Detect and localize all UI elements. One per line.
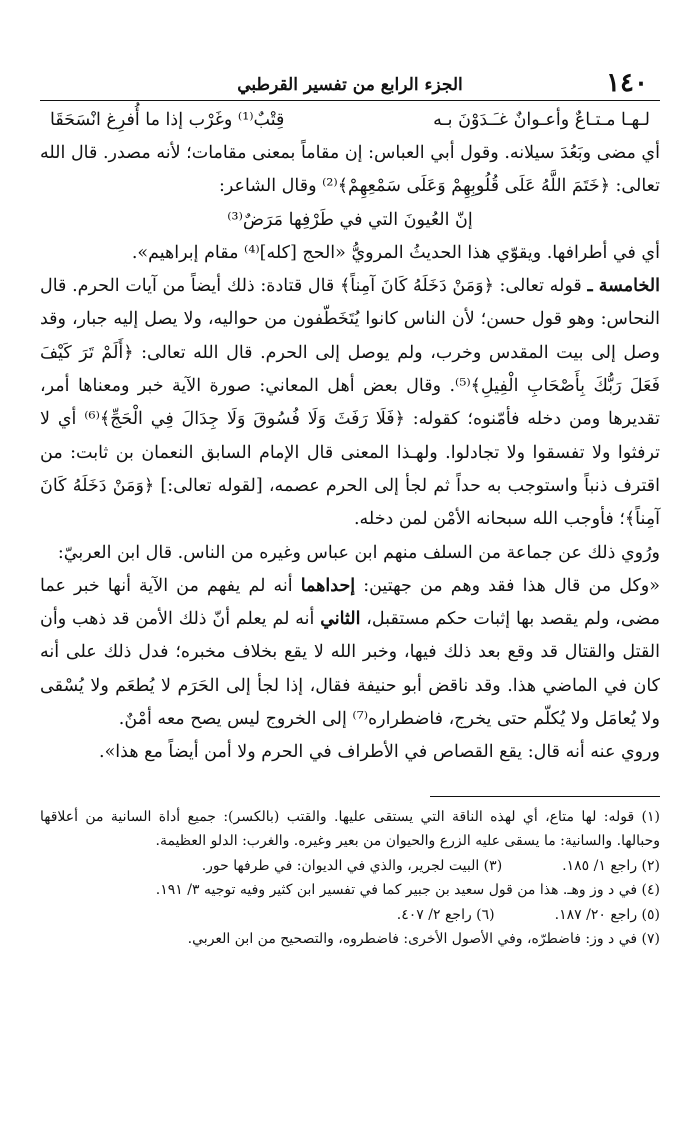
footnote-2: (٢) راجع ١/ ١٨٥. [562, 857, 660, 874]
body-text [40, 137, 660, 770]
paragraph-6-e: أنه لم يعلم أنّ ذلك الأمن قد ذهب وأن القتل والقتال قد وقع بعد ذلك فيها، وخبر الله لا يقع بخلاف مخبره؛ فدل ذلك على أنه كان في الماضي هذا. وقد ناقض أبو حنيفة فقال، إذا لجأ إلى الحَرَم لا يُطعَم ولا يُسْقى ولا يُعامَل ولا يُكلّم حتى يخرج، فاضطراره⁽⁷⁾ إلى الخروج ليس يصح معه أمْنٌ. [40, 609, 660, 730]
page-number: ١٤٠ [606, 68, 648, 98]
poetry-verse [40, 103, 660, 137]
paragraph-4 [40, 270, 660, 536]
paragraph-6-c: أنه لم يفهم من الآية أنها خبر عما مضى، ولم يقصد بها إثبات حكم مستقبل، [40, 575, 660, 630]
paragraph-1: أي مضى وبَعُدَ سيلانه. وقول أبي العباس: إن مقاماً بمعنى مقامات؛ لأنه مصدر. قال الله تعالى: ﴿خَتَمَ اللَّهُ عَلَى قُلُوبِهِمْ وَعَلَى سَمْعِهِمْ﴾⁽²⁾ وقال الشاعر: [40, 143, 660, 197]
paragraph-4-text: قوله تعالى: ﴿وَمَنْ دَخَلَهُ كَانَ آمِناً﴾ قال قتادة: ذلك أيضاً من آيات الحرم. قال النحاس: وهو قول حسن؛ لأن الناس كانوا يُتَخَطّفون من حواليه، ولا يصل إليه جبار، وقد وصل إلى بيت المقدس وخرب، ولم يوصل إلى الحرم. قال الله تعالى: ﴿أَلَمْ تَرَ كَيْفَ فَعَلَ رَبُّكَ بِأَصْحَابِ الْفِيلِ﴾⁽⁵⁾. وقال بعض أهل المعاني: صورة الآية خبر ومعناها أمر، تقديرها ومن دخله فأمّنوه؛ كقوله: ﴿فَلَا رَفَثَ وَلَا فُسُوقَ وَلَا جِدَالَ فِي الْحَجِّ﴾⁽⁶⁾ أي لا ترفثوا ولا تفسقوا ولا تجادلوا. ولهـذا المعنى قال الإمام السابق النعمان بن ثابت: من اقترف ذنباً واستوجب به حداً ثم لجأ إلى الحرم عصمه، [لقوله تعالى:] ﴿وَمَنْ دَخَلَهُ كَانَ آمِناً﴾؛ فأوجب الله سبحانه الأمْن لمن دخله. [40, 276, 661, 530]
footnote-row [40, 903, 660, 928]
footnote-4: (٤) في د وز وهـ. هذا من قول سعيد بن جبير كما في تفسير ابن كثير وفيه توجيه ٣/ ١٩١. [155, 882, 660, 899]
keyword-first: إحداهما [300, 575, 356, 596]
footnote-3: (٣) البيت لجرير، والذي في الديوان: في طرفها حور. [201, 857, 503, 874]
footnote-row [40, 854, 660, 879]
document-page [0, 56, 698, 1147]
paragraph-6 [40, 570, 660, 736]
footnotes [40, 805, 660, 952]
paragraph-7: وروي عنه أنه قال: يقع القصاص في الأطراف في الحرم ولا أمن أيضاً مع هذا». [99, 742, 660, 763]
paragraph-6-a: «وكل من قال هذا فقد وهم من جهتين: [363, 575, 660, 596]
footnote-divider [430, 796, 660, 797]
running-title: الجزء الرابع من تفسير القرطبي [237, 75, 463, 95]
footnote-5: (٥) راجع ٢٠/ ١٨٧. [554, 906, 660, 923]
keyword-second: الثاني [320, 609, 361, 630]
footnote-6: (٦) راجع ٢/ ٤٠٧. [396, 906, 495, 923]
paragraph-5: ورُوي ذلك عن جماعة من السلف منهم ابن عباس وغيره من الناس. قال ابن العربيّ: [57, 542, 660, 563]
verse-second-hemistich: قِتْبٌ⁽¹⁾ وغَرْب إذا ما أُفرِغ انْسَحَقَا [50, 110, 285, 130]
verse-first-hemistich: لـهـا مـتـاعٌ وأعـوانٌ غـَـدَوْنَ بـه [433, 110, 650, 130]
paragraph-3: أي في أطرافها. ويقوّي هذا الحديثُ المرويُّ «الحج [كله]⁽⁴⁾ مقام إبراهيم». [131, 242, 660, 263]
page-header [40, 56, 660, 101]
section-heading-fifth: الخامسة ـ [587, 276, 660, 297]
footnote-1: (١) قوله: لها متاع، أي لهذه الناقة التي يستقى عليها. والقتب (بالكسر): جميع أداة السانية من أعلاقها وحبالها. والسانية: ما يسقى عليه الزرع والحيوان من بعير وغيره. والغرب: الدلو العظيمة. [40, 808, 660, 850]
footnote-7: (٧) في د وز: فاضطرّه، وفي الأصول الأخرى: فاضطروه، والتصحيح من ابن العربي. [187, 931, 660, 948]
quoted-verse: إنّ العُيونَ التي في طَرْفِها مَرَضٌ⁽³⁾ [227, 209, 473, 230]
